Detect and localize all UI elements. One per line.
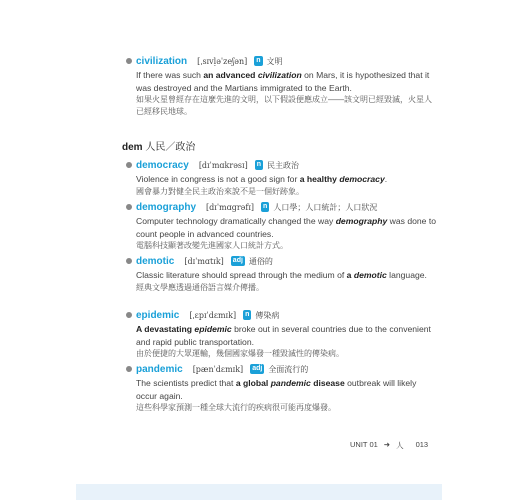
pos-badge: n (263, 203, 268, 210)
bullet-icon (126, 312, 132, 318)
pos-badge: n (256, 57, 261, 64)
pronunciation: [dɪˈmɑtɪk] (184, 256, 224, 266)
pos-badge: adj (232, 257, 243, 264)
entry-head (136, 158, 436, 172)
example-english: The scientists predict that a global pandemic disease outbreak will likely occur again. (136, 378, 417, 401)
definition: 文明 (266, 56, 283, 66)
example-english: Violence in congress is not a good sign for a healthy democracy. (136, 174, 388, 184)
pos-badge: n (245, 311, 250, 318)
example-chinese: 由於便捷的大眾運輸，幾個國家爆發一種毀滅性的傳染病。 (136, 349, 344, 358)
definition: 人口學；人口統計；人口狀況 (273, 202, 378, 212)
bullet-icon (126, 258, 132, 264)
headword: demography (136, 201, 197, 213)
example-chinese: 如果火星曾經存在這麼先進的文明，以下假設便應成立——該文明已經毀滅，火星人已經移民地球。 (136, 95, 432, 116)
example-chinese: 電腦科技顯著改變先進國家人口統計方式。 (136, 241, 288, 250)
example-english: Computer technology dramatically changed the way demography was done to count people in advanced countries. (136, 216, 436, 239)
definition: 全面流行的 (268, 364, 309, 374)
section-heading (122, 138, 195, 153)
bullet-icon (126, 162, 132, 168)
arrow-icon: ➜ (383, 440, 391, 449)
example-chinese: 這些科學家預測一種全球大流行的疾病很可能再度爆發。 (136, 403, 336, 412)
entry-head (136, 362, 436, 376)
entry-civilization (136, 54, 436, 118)
entry-democracy (136, 158, 436, 198)
example-english: If there was such an advanced civilization on Mars, it is hypothesized that it was destroyed and the Martians immigrated to the Earth. (136, 70, 430, 93)
page-footer (350, 440, 428, 451)
unit-topic: 人 (396, 441, 404, 450)
pronunciation: [dɪˈmɑkrəsɪ] (198, 160, 248, 170)
entry-head (136, 254, 436, 268)
bullet-icon (126, 204, 132, 210)
entry-epidemic (136, 308, 436, 360)
headword: democracy (136, 159, 189, 171)
entry-head (136, 54, 436, 68)
definition: 傳染病 (255, 310, 280, 320)
definition: 民主政治 (267, 160, 299, 170)
entry-pandemic (136, 362, 436, 414)
bullet-icon (126, 366, 132, 372)
example-chinese: 國會暴力對健全民主政治來說不是一個好跡象。 (136, 186, 304, 196)
root-meaning: 人民／政治 (145, 142, 196, 153)
bottom-bar (76, 484, 442, 500)
headword: demotic (136, 255, 175, 267)
example-english: A devastating epidemic broke out in several countries due to the convenient and rapid public transportation. (136, 324, 431, 347)
headword: civilization (136, 55, 188, 67)
entry-demography (136, 200, 436, 252)
page-number: 013 (415, 440, 429, 449)
pronunciation: [dɪˈmɑgrəfɪ] (206, 202, 255, 212)
example-chinese: 經典文學應透過通俗語言媒介傳播。 (136, 282, 264, 292)
pos-badge: n (256, 161, 261, 168)
headword: epidemic (136, 309, 180, 321)
unit-label: UNIT 01 (350, 440, 378, 449)
headword: pandemic (136, 363, 183, 375)
pronunciation: [ˌɛpɪˈdɛmɪk] (189, 310, 237, 320)
example-english: Classic literature should spread through the medium of a demotic language. (136, 270, 427, 280)
entry-demotic (136, 254, 436, 294)
pos-badge: adj (252, 365, 263, 372)
entry-head (136, 308, 436, 322)
bullet-icon (126, 58, 132, 64)
pronunciation: [ˌsɪvḷəˈzeʃən] (197, 56, 248, 66)
root-word: dem (122, 142, 143, 153)
entry-head (136, 200, 436, 214)
definition: 通俗的 (248, 256, 273, 266)
pronunciation: [pænˈdɛmɪk] (192, 364, 244, 374)
